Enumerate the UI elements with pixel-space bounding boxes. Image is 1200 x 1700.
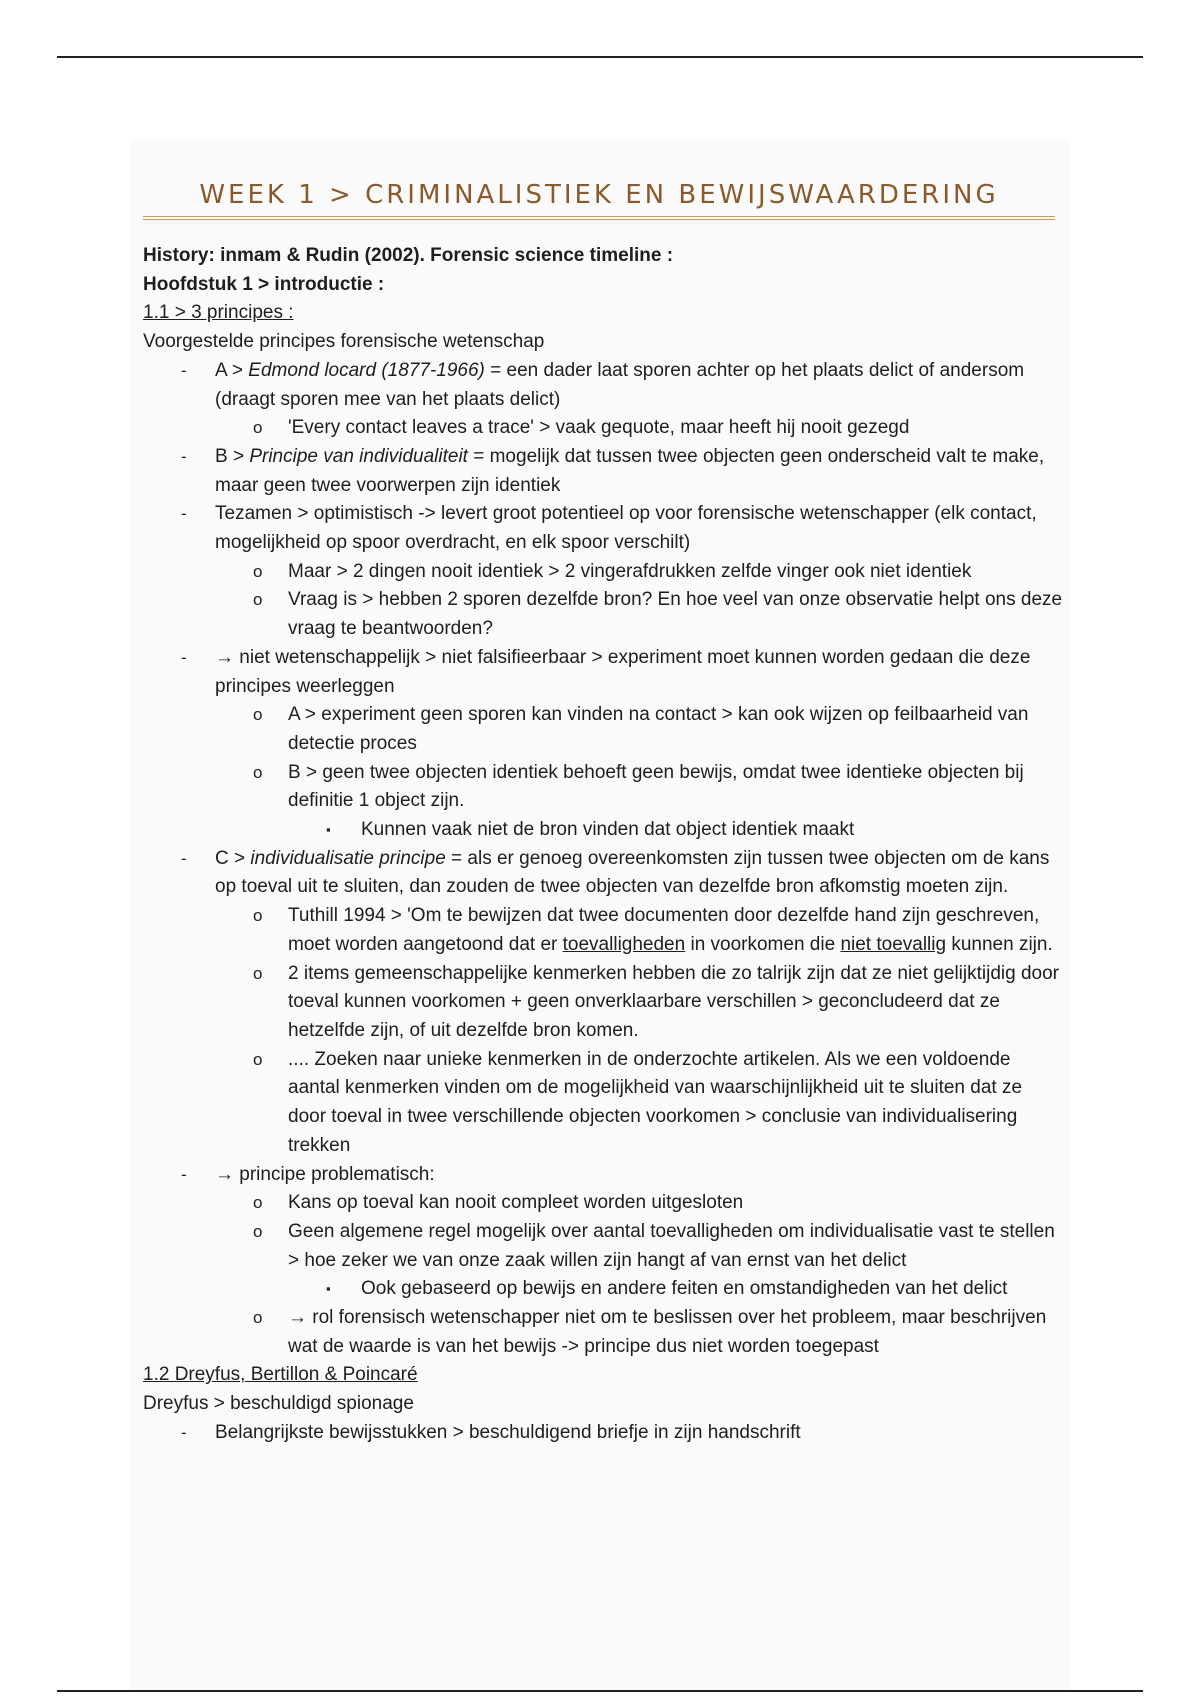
footer-rule	[57, 1690, 1143, 1692]
section-heading-1-1: 1.1 > 3 principes :	[143, 302, 294, 324]
bullet-c: - C > individualisatie principe = als er genoeg overeenkomsten zijn tussen twee objecten om de kans op toeval uit te sluiten, dan zouden de twee objecten van dezelfde bron afkomstig moeten zijn.	[143, 845, 1063, 902]
intro-line: Voorgestelde principes forensische wetenschap	[143, 331, 545, 353]
section-heading-1-2: 1.2 Dreyfus, Bertillon & Poincaré	[143, 1364, 418, 1386]
circle-marker: o	[253, 963, 263, 983]
bullet-problematisch: - → principe problematisch:	[143, 1161, 1063, 1190]
circle-marker: o	[253, 1308, 263, 1328]
page-title: WEEK 1 > CRIMINALISTIEK EN BEWIJSWAARDERING	[143, 180, 1055, 220]
sub-bullet-zoeken: o .... Zoeken naar unieke kenmerken in de onderzochte artikelen. Als we een voldoende aantal kenmerken vinden om de mogelijkheid van waarschijnlijkheid uit te sluiten dat ze door toeval in twee verschillende objecten voorkomen > conclusie van individualisering trekken	[143, 1046, 1063, 1161]
sub-bullet-vraag: o Vraag is > hebben 2 sporen dezelfde bron? En hoe veel van onze observatie helpt ons deze vraag te beantwoorden?	[143, 586, 1063, 643]
sub-bullet-b-experiment: o B > geen twee objecten identiek behoeft geen bewijs, omdat twee identieke objecten bij definitie 1 object zijn.	[143, 759, 1063, 816]
circle-marker: o	[253, 906, 263, 926]
dash-marker: -	[181, 647, 187, 667]
bullet-a: - A > Edmond locard (1877-1966) = een dader laat sporen achter op het plaats delict of andersom (draagt sporen mee van het plaats delict)	[143, 357, 1063, 414]
circle-marker: o	[253, 1221, 263, 1241]
circle-marker: o	[253, 590, 263, 610]
circle-marker: o	[253, 418, 263, 438]
circle-marker: o	[253, 561, 263, 581]
dash-marker: -	[181, 1422, 187, 1442]
document-body	[143, 180, 1063, 1448]
sub-bullet-a-experiment: o A > experiment geen sporen kan vinden na contact > kan ook wijzen op feilbaarheid van detectie proces	[143, 701, 1063, 758]
circle-marker: o	[253, 705, 263, 725]
sub-bullet-rol: o → rol forensisch wetenschapper niet om te beslissen over het probleem, maar beschrijven wat de waarde is van het bewijs -> principe dus niet worden toegepast	[143, 1304, 1063, 1361]
square-marker: ▪	[326, 1281, 331, 1297]
chapter-heading: Hoofdstuk 1 > introductie :	[143, 273, 385, 295]
dash-marker: -	[181, 446, 187, 466]
sub-sub-bullet-kunnen: ▪ Kunnen vaak niet de bron vinden dat object identiek maakt	[143, 816, 1063, 845]
sub-bullet-tuthill: o Tuthill 1994 > 'Om te bewijzen dat twee documenten door dezelfde hand zijn geschreven, moet worden aangetoond dat er toevalligheden in voorkomen die niet toevallig kunnen zijn.	[143, 902, 1063, 959]
dash-marker: -	[181, 504, 187, 524]
bullet-b: - B > Principe van individualiteit = mogelijk dat tussen twee objecten geen onderscheid valt te make, maar geen twee voorwerpen zijn identiek	[143, 443, 1063, 500]
circle-marker: o	[253, 1049, 263, 1069]
circle-marker: o	[253, 1193, 263, 1213]
circle-marker: o	[253, 762, 263, 782]
sub-bullet-kans: o Kans op toeval kan nooit compleet worden uitgesloten	[143, 1189, 1063, 1218]
dash-marker: -	[181, 1164, 187, 1184]
sub-bullet-every-contact: o 'Every contact leaves a trace' > vaak gequote, maar heeft hij nooit gezegd	[143, 414, 1063, 443]
dash-marker: -	[181, 360, 187, 380]
sub-bullet-2-items: o 2 items gemeenschappelijke kenmerken hebben die zo talrijk zijn dat ze niet gelijktijdig door toeval kunnen voorkomen + geen onverklaarbare verschillen > geconcludeerd dat ze hetzelfde zijn, of uit dezelfde bron komen.	[143, 960, 1063, 1046]
dreyfus-line: Dreyfus > beschuldigd spionage	[143, 1393, 414, 1415]
sub-bullet-geen-regel: o Geen algemene regel mogelijk over aantal toevalligheden om individualisatie vast te stellen > hoe zeker we van onze zaak willen zijn hangt af van ernst van het delict	[143, 1218, 1063, 1275]
sub-sub-bullet-ook: ▪ Ook gebaseerd op bewijs en andere feiten en omstandigheden van het delict	[143, 1275, 1063, 1304]
sub-bullet-maar: o Maar > 2 dingen nooit identiek > 2 vingerafdrukken zelfde vinger ook niet identiek	[143, 558, 1063, 587]
bullet-belangrijk: - Belangrijkste bewijsstukken > beschuldigend briefje in zijn handschrift	[143, 1419, 1063, 1448]
history-line: History: inmam & Rudin (2002). Forensic science timeline :	[143, 245, 674, 266]
bullet-niet-wetenschappelijk: - → niet wetenschappelijk > niet falsifieerbaar > experiment moet kunnen worden gedaan die deze principes weerleggen	[143, 644, 1063, 701]
square-marker: ▪	[326, 822, 331, 838]
dash-marker: -	[181, 848, 187, 868]
header-rule	[57, 56, 1143, 58]
bullet-tezamen: - Tezamen > optimistisch -> levert groot potentieel op voor forensische wetenschapper (elk contact, mogelijkheid op spoor overdracht, en elk spoor verschilt)	[143, 500, 1063, 557]
